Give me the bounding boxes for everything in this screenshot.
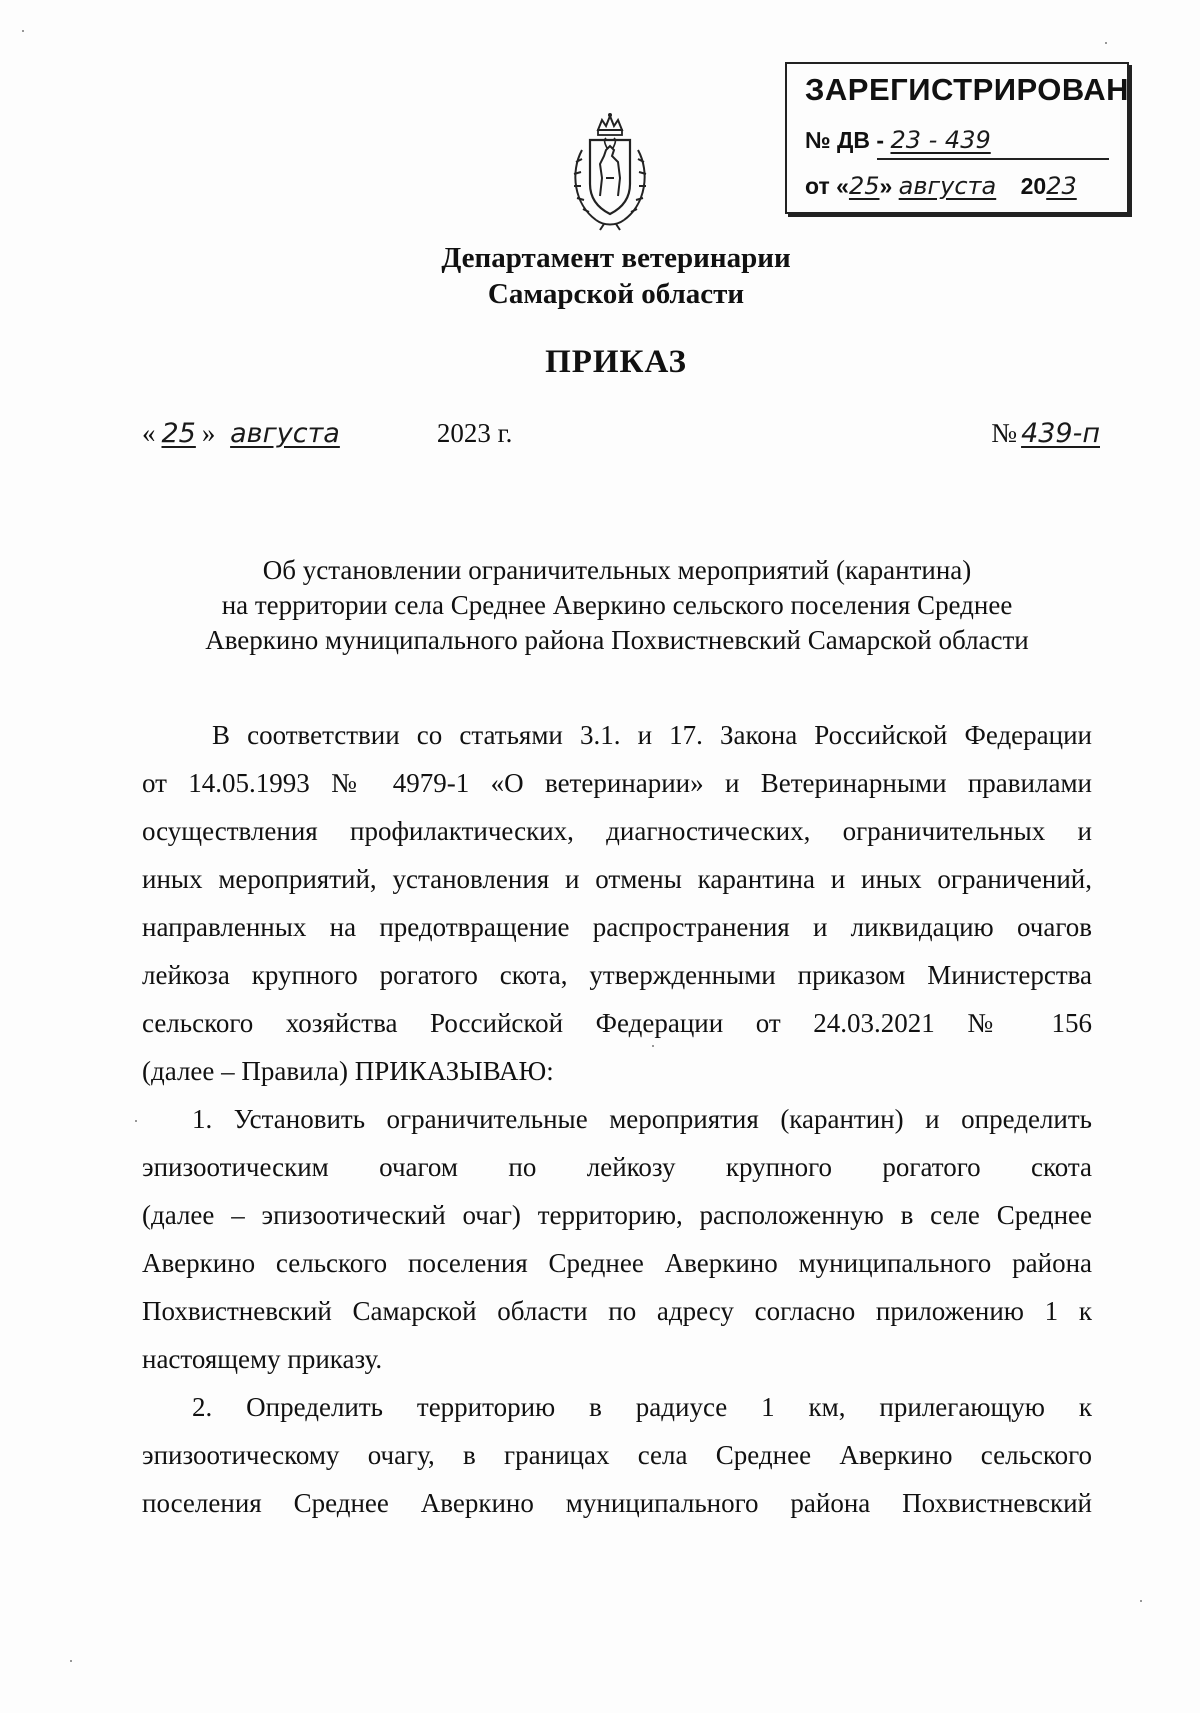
stamp-title: ЗАРЕГИСТРИРОВАН [805, 72, 1130, 107]
body-line: 2. Определить территорию в радиусе 1 км, прилегающую к [192, 1392, 1092, 1422]
body-line: В соответствии со статьями 3.1. и 17. Закона Российской Федерации [212, 720, 1092, 750]
subject-line: на территории села Среднее Аверкино сельского поселения Среднее [221, 590, 1013, 620]
body-line: (далее – эпизоотический очаг) территорию, расположенную в селе Среднее [142, 1200, 1092, 1230]
body-line: эпизоотическому очагу, в границах села Среднее Аверкино сельского [142, 1440, 1092, 1470]
stamp-number-line [805, 126, 991, 154]
stamp-date-day: 25 [848, 172, 880, 200]
body-line: сельского хозяйства Российской Федерации от 24.03.2021 № 156 [142, 1008, 1092, 1038]
body-line: Аверкино сельского поселения Среднее Аверкино муниципального района [142, 1248, 1092, 1278]
stamp-number-value: 23 - 439 [890, 126, 991, 154]
coat-of-arms-emblem [560, 112, 660, 232]
body-line: Похвистневский Самарской области по адресу согласно приложению 1 к [142, 1296, 1092, 1326]
body-line: эпизоотическим очагом по лейкозу крупного рогатого скота [142, 1152, 1092, 1182]
date-day: 25 [161, 418, 196, 449]
body-line: 1. Установить ограничительные мероприятия (карантин) и определить [192, 1104, 1092, 1134]
stamp-date-year-suffix: 23 [1046, 172, 1077, 200]
body-line: направленных на предотвращение распространения и ликвидацию очагов [142, 912, 1092, 942]
stamp-date-month: августа [898, 172, 997, 200]
stamp-number-prefix: № ДВ - [805, 127, 885, 153]
order-number [991, 418, 1100, 449]
stamp-date-line [805, 172, 1077, 200]
body-line: поселения Среднее Аверкино муниципального района Похвистневский [142, 1488, 1092, 1518]
order-subject [142, 553, 1092, 658]
order-number-value: 439-п [1021, 418, 1100, 449]
registration-stamp [785, 62, 1129, 214]
scan-speck [652, 1045, 654, 1047]
date-year: 2023 г. [436, 418, 513, 448]
body-line: иных мероприятий, установления и отмены карантина и иных ограничений, [142, 864, 1092, 894]
date-month: августа [230, 418, 340, 449]
stamp-date-mid: » [879, 173, 893, 199]
stamp-date-prefix: от « [805, 173, 849, 199]
scan-speck [135, 1120, 137, 1122]
scan-speck [22, 30, 24, 32]
date-open-quote: « [142, 418, 156, 448]
document-type-title: ПРИКАЗ [545, 344, 687, 380]
subject-line: Аверкино муниципального района Похвистневский Самарской области [205, 625, 1029, 655]
body-line: осуществления профилактических, диагностических, ограничительных и [142, 816, 1092, 846]
order-number-prefix: № [991, 418, 1018, 448]
order-date [142, 418, 512, 449]
body-line: от 14.05.1993 № 4979-1 «О ветеринарии» и Ветеринарными правилами [142, 768, 1092, 798]
scan-speck [70, 1660, 72, 1662]
organization-name-line-2: Самарской области [487, 278, 745, 310]
stamp-number-rule [877, 158, 1109, 160]
date-close-quote: » [201, 418, 216, 448]
scan-speck [1105, 42, 1107, 44]
body-line: лейкоза крупного рогатого скота, утвержденными приказом Министерства [142, 960, 1092, 990]
body-line: настоящему приказу. [142, 1344, 383, 1374]
subject-line: Об установлении ограничительных мероприятий (карантина) [262, 555, 972, 585]
organization-name-line-1: Департамент ветеринарии [441, 242, 791, 274]
body-line: (далее – Правила) ПРИКАЗЫВАЮ: [142, 1056, 554, 1086]
scan-speck [1140, 1600, 1142, 1602]
stamp-date-year-prefix: 20 [1020, 173, 1047, 199]
